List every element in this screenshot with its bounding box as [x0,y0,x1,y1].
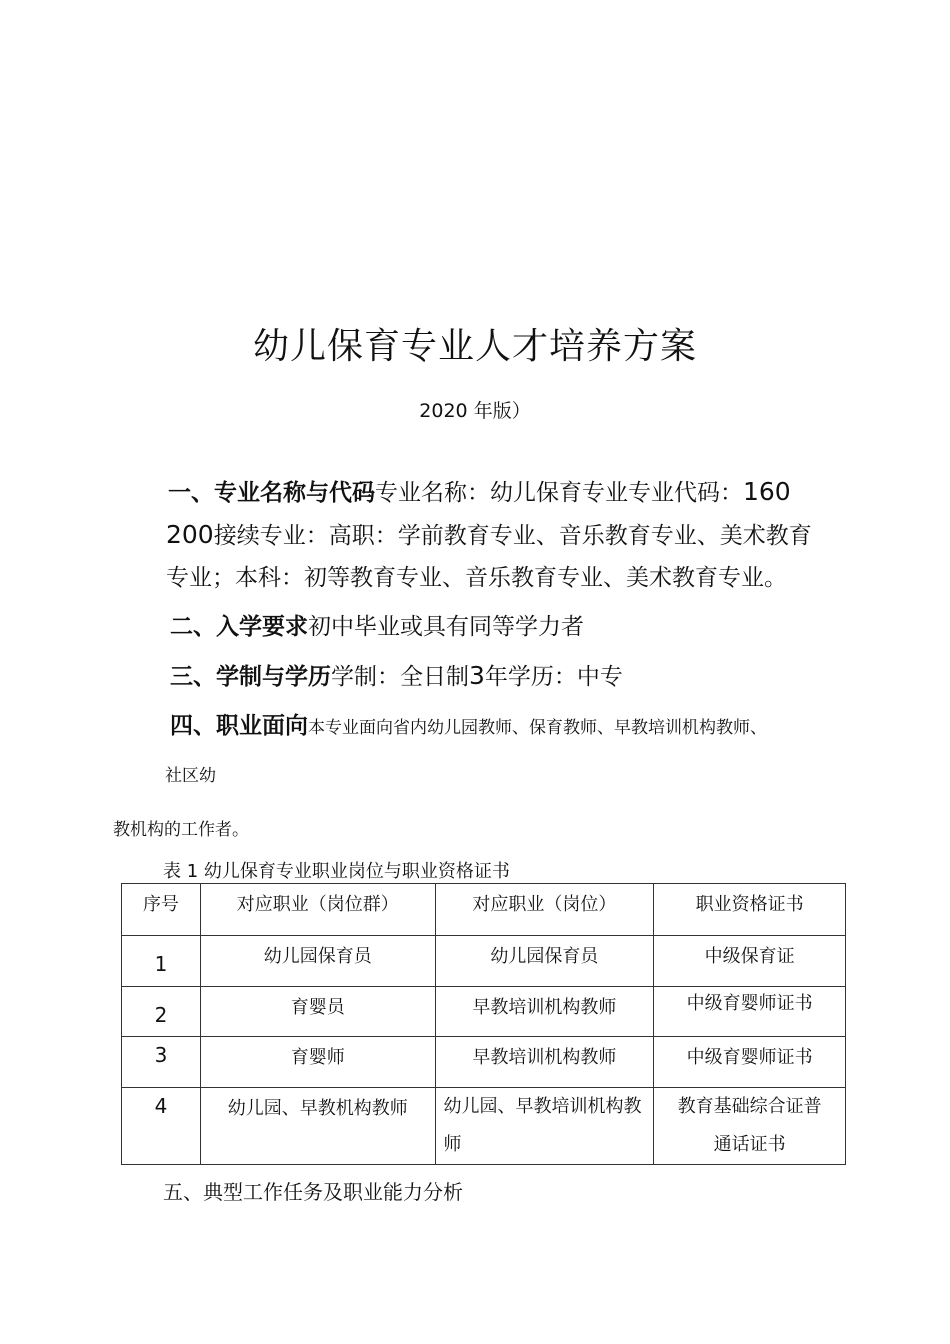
table-caption: 表 1 幼儿保育专业职业岗位与职业资格证书 [163,861,510,882]
section-2 [170,612,584,642]
section-3-years: 3 [469,661,485,690]
row-index: 1 [122,936,201,987]
section-2-heading: 二、入学要求 [170,614,308,640]
table-row [122,936,846,987]
section-5-heading: 五、典型工作任务及职业能力分析 [163,1180,463,1204]
row-job: 幼儿园、早教培训机构教师 [435,1088,654,1165]
row-index: 2 [122,987,201,1037]
section-1-line-3 [166,563,787,593]
header-index: 序号 [122,884,201,936]
header-job-group: 对应职业（岗位群） [200,884,435,936]
row-job: 早教培训机构教师 [435,987,654,1037]
table-row [122,1037,846,1088]
row-job: 幼儿园保育员 [435,936,654,987]
section-1-heading: 一、专业名称与代码 [168,480,375,506]
table-header-row [122,884,846,936]
section-4-line-2: 社区幼 [165,766,216,786]
row-job-group: 育婴师 [200,1037,435,1088]
table-row [122,987,846,1037]
section-1-undergrad: 专业；本科：初等教育专业、音乐教育专业、美术教育专业。 [166,565,787,591]
section-3-heading: 三、学制与学历 [170,664,331,690]
section-3-text-b: 年学历：中专 [484,664,623,690]
section-4-heading: 四、职业面向 [170,713,308,739]
section-1-continuation: 接续专业：高职：学前教育专业、音乐教育专业、美术教育 [213,523,812,549]
edition-label: 2020 年版） [419,400,531,422]
header-job: 对应职业（岗位） [435,884,654,936]
row-certificate: 中级保育证 [654,936,846,987]
section-4-line-1 [170,711,767,743]
major-code-part-1: 160 [743,477,791,506]
section-4-text-1: 本专业面向省内幼儿园教师、保育教师、早教培训机构教师、 [308,718,767,738]
section-2-text: 初中毕业或具有同等学力者 [308,614,584,640]
section-1-text: 专业名称：幼儿保育专业专业代码： [375,480,743,506]
row-job-group: 幼儿园保育员 [200,936,435,987]
section-3 [170,661,623,692]
major-code-part-2: 200 [166,520,214,549]
section-3-text-a: 学制：全日制 [331,664,469,690]
header-certificate: 职业资格证书 [654,884,846,936]
table-row [122,1088,846,1165]
page-title: 幼儿保育专业人才培养方案 [252,326,697,367]
row-index: 4 [122,1088,201,1165]
qualification-table [121,883,846,1165]
row-index: 3 [122,1037,201,1088]
row-job-group: 幼儿园、早教机构教师 [200,1088,435,1165]
row-certificate: 教育基础综合证普通话证书 [654,1088,846,1165]
section-1-line-2 [166,520,812,551]
section-4-line-3: 教机构的工作者。 [113,820,249,840]
row-job: 早教培训机构教师 [435,1037,654,1088]
row-certificate: 中级育婴师证书 [654,987,846,1037]
row-certificate: 中级育婴师证书 [654,1037,846,1088]
row-job-group: 育婴员 [200,987,435,1037]
section-1-line-1 [168,477,791,508]
